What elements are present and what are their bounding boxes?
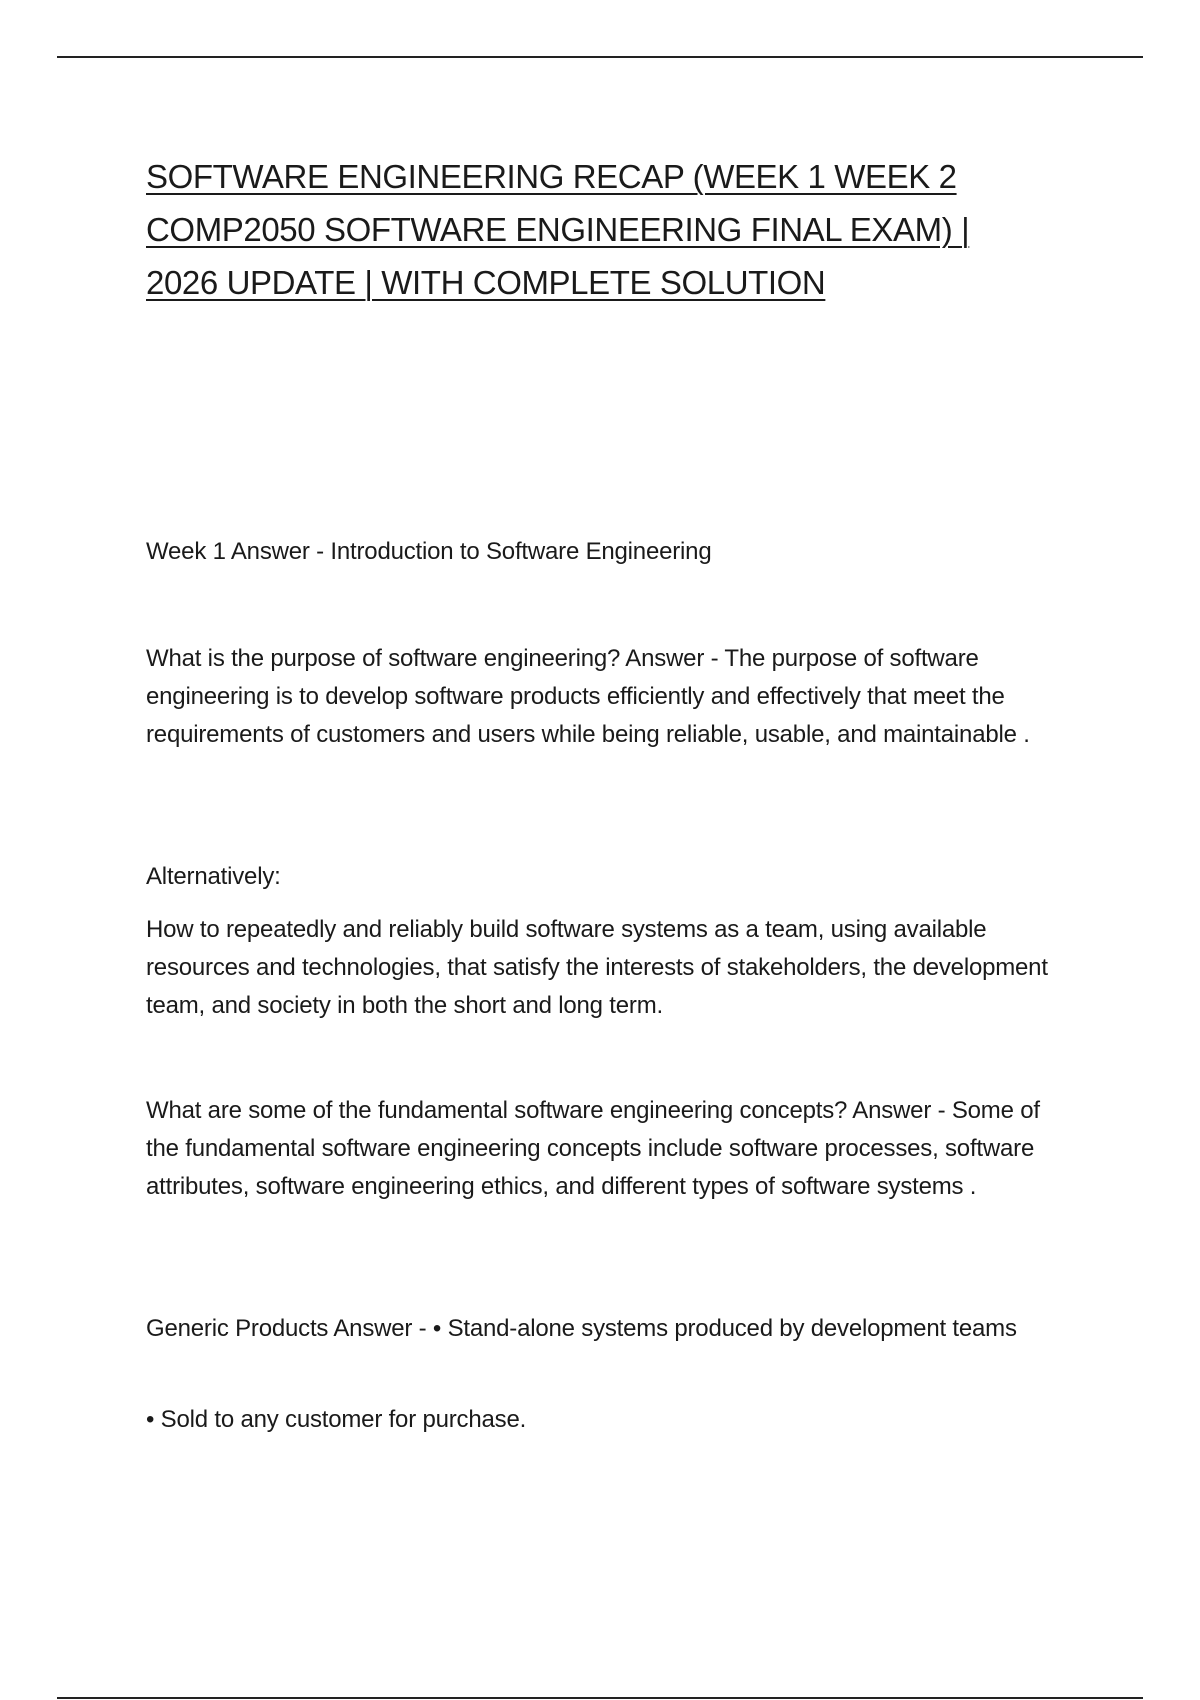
generic-products-paragraph: Generic Products Answer - • Stand-alone systems produced by development teams xyxy=(146,1315,1017,1342)
alternatively-label: Alternatively: xyxy=(146,863,281,890)
bottom-rule xyxy=(57,1697,1143,1699)
alternative-definition-paragraph: How to repeatedly and reliably build software systems as a team, using available resources and technologies, that satisfy the interests of stakeholders, the development team, and society in both the short and long term. xyxy=(146,916,1048,1019)
question-concepts-paragraph: What are some of the fundamental software engineering concepts? Answer - Some of the fundamental software engineering concepts include software processes, software attributes, software engineering ethics, and different types of software systems . xyxy=(146,1097,1040,1200)
page-title: SOFTWARE ENGINEERING RECAP (WEEK 1 WEEK 2 COMP2050 SOFTWARE ENGINEERING FINAL EXAM) | 2026 UPDATE | WITH COMPLETE SOLUTION xyxy=(146,158,970,301)
question-purpose-paragraph: What is the purpose of software engineering? Answer - The purpose of software engineering is to develop software products efficiently and effectively that meet the requirements of customers and users while being reliable, usable, and maintainable . xyxy=(146,645,1030,748)
top-rule xyxy=(57,56,1143,58)
section-heading-week1: Week 1 Answer - Introduction to Software Engineering xyxy=(146,538,712,565)
bullet-sold-to-any-customer: • Sold to any customer for purchase. xyxy=(146,1406,527,1433)
